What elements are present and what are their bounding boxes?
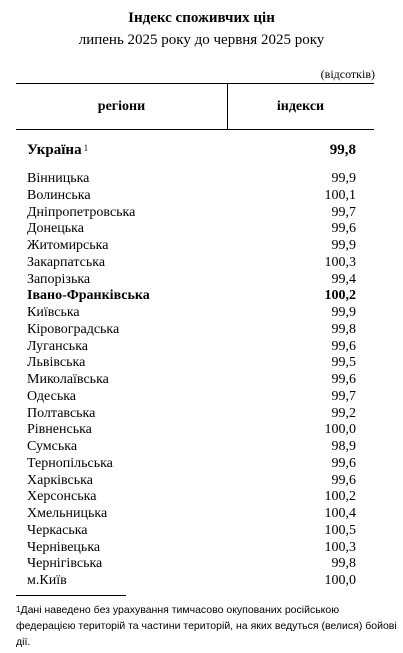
index-value: 100,2 <box>324 288 356 304</box>
table-row <box>0 488 403 505</box>
index-value: 99,7 <box>331 204 356 220</box>
table-row-total <box>0 142 403 159</box>
footnote-mark: 1 <box>83 143 89 153</box>
table-row <box>0 455 403 472</box>
table-row <box>0 271 403 288</box>
table-row <box>0 472 403 489</box>
index-value: 100,4 <box>324 506 356 521</box>
region-name: Запорізька <box>27 271 91 287</box>
region-name: Луганська <box>27 338 88 354</box>
region-name: Кіровоградська <box>27 321 120 337</box>
region-name: Хмельницька <box>27 506 108 521</box>
table-row <box>0 421 403 438</box>
index-value: 99,6 <box>331 372 356 387</box>
table-row <box>0 220 403 237</box>
index-value: 99,9 <box>331 238 356 253</box>
index-value: 100,3 <box>324 539 356 555</box>
table-row <box>0 572 403 589</box>
footnote <box>16 602 401 650</box>
table-row <box>0 304 403 321</box>
table-row <box>0 254 403 271</box>
region-name: Івано-Франківська <box>27 288 150 304</box>
region-name: Харківська <box>27 472 93 488</box>
page-subtitle: липень 2025 року до червня 2025 року <box>78 32 325 48</box>
index-value: 99,6 <box>331 221 356 237</box>
index-value: 100,5 <box>324 522 356 538</box>
table-row <box>0 539 403 556</box>
table-row <box>0 187 403 204</box>
total-value: 99,8 <box>329 142 356 158</box>
footnote-divider <box>16 595 126 596</box>
footnote-text: Дані наведено без урахування тимчасово окупованих російською федерацією територій та частини територій, на яких ведуться (велися) бойові дії. <box>16 604 397 648</box>
region-name: Черкаська <box>27 522 88 538</box>
index-value: 99,7 <box>331 388 356 404</box>
region-name: Одеська <box>27 388 77 404</box>
region-name: Херсонська <box>27 489 97 505</box>
table-row <box>0 321 403 338</box>
region-name: Житомирська <box>27 238 109 253</box>
region-name: Вінницька <box>27 171 90 186</box>
region-name: Полтавська <box>27 405 96 421</box>
table-row <box>0 354 403 371</box>
region-name: Волинська <box>27 187 91 203</box>
index-value: 100,1 <box>324 187 356 203</box>
index-value: 98,9 <box>331 439 356 454</box>
region-name: Рівненська <box>27 422 92 438</box>
table-row <box>0 438 403 455</box>
index-value: 99,6 <box>331 338 356 354</box>
table-row <box>0 555 403 572</box>
table-top-rule <box>16 83 374 84</box>
table-row <box>0 287 403 304</box>
column-header-region: регіони <box>97 99 146 114</box>
index-value: 99,8 <box>331 556 356 572</box>
table-row <box>0 237 403 254</box>
index-value: 99,4 <box>331 271 356 287</box>
column-header-index: індекси <box>276 99 325 114</box>
index-value: 100,0 <box>324 422 356 438</box>
region-name: Львівська <box>27 355 86 371</box>
index-value: 99,5 <box>331 355 356 371</box>
table-row <box>0 505 403 522</box>
region-name: м.Київ <box>27 573 67 588</box>
index-value: 99,6 <box>331 472 356 488</box>
index-value: 100,2 <box>324 489 356 505</box>
index-value: 99,2 <box>331 405 356 421</box>
index-value: 100,0 <box>324 573 356 588</box>
region-name: Дніпропетровська <box>27 204 136 220</box>
index-value: 99,9 <box>331 171 356 186</box>
region-name: Чернівецька <box>27 539 101 555</box>
table-row <box>0 522 403 539</box>
region-name: Чернігівська <box>27 556 103 572</box>
table-row <box>0 338 403 355</box>
unit-label: (відсотків) <box>320 67 375 81</box>
index-value: 99,9 <box>331 305 356 320</box>
table-row <box>0 204 403 221</box>
table-header-rule <box>16 129 374 130</box>
region-name: Тернопільська <box>27 455 113 471</box>
table-row <box>0 170 403 187</box>
index-value: 99,8 <box>331 321 356 337</box>
table-row <box>0 371 403 388</box>
region-name: Київська <box>27 305 80 320</box>
table-row <box>0 388 403 405</box>
footnote-mark: 1 <box>16 605 21 614</box>
page-title: Індекс споживчих цін <box>128 10 275 26</box>
region-name: Сумська <box>27 439 78 454</box>
table-row <box>0 405 403 422</box>
index-value: 100,3 <box>324 254 356 270</box>
region-name: Закарпатська <box>27 254 106 270</box>
total-name: Україна $^1$ <box>27 142 89 158</box>
region-name: Миколаївська <box>27 372 109 387</box>
index-value: 99,6 <box>331 455 356 471</box>
region-name: Донецька <box>27 221 84 237</box>
